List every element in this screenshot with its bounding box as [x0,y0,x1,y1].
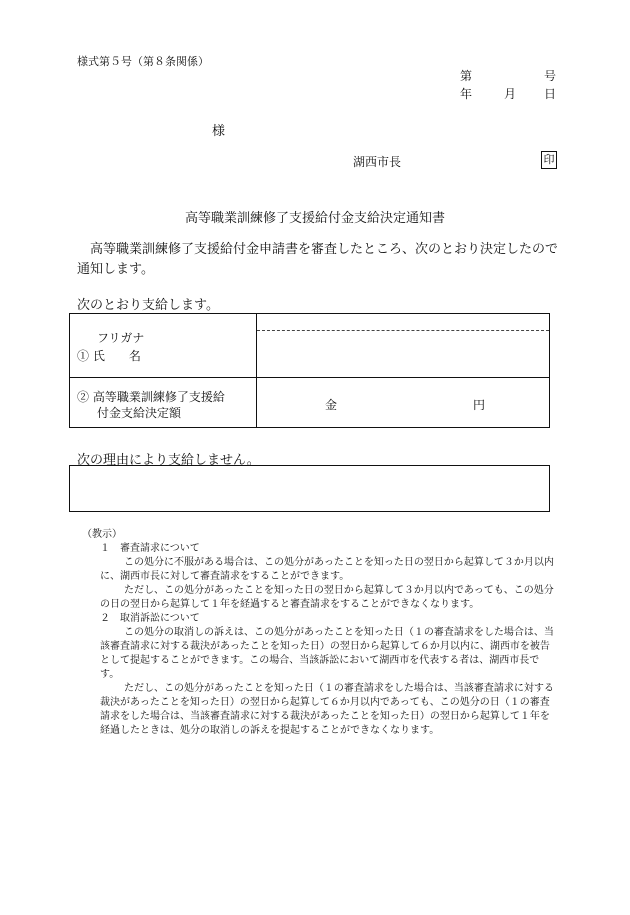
document-title: 高等職業訓練修了支援給付金支給決定通知書 [184,211,445,226]
name-label-cell [70,314,257,378]
furigana-label: フリガナ [97,331,145,345]
addressee-suffix: 様 [212,124,226,139]
date-year: 年 [460,87,473,101]
notes-heading: （教示） [82,529,122,540]
notes-item2-title: ２ 取消訴訟について [100,613,200,624]
issuer-name: 湖西市長 [353,155,402,169]
amount-prefix: 金 [325,398,338,412]
form-number: 様式第５号（第８条関係） [77,55,209,68]
section-pay-heading: 次のとおり支給します。 [77,298,219,313]
notes-item1-title: １ 審査請求について [100,543,200,554]
notes-item1-paragraph1: この処分に不服がある場合は、この処分があったことを知った日の翌日から起算して３か月以内に、湖西市長に対して審査請求をすることができます。 [100,557,554,582]
furigana-divider [257,330,549,331]
amount-label-cell [70,378,257,428]
date-day: 日 [544,87,557,101]
notes-item2-paragraph2: ただし、この処分があったことを知った日（１の審査請求をした場合は、当該審査請求に対する裁決があったことを知った日）の翌日から起算して６か月以内であっても、この処分の日（１の審査請求をした場合は、当該審査請求に対する裁決があったことを知った日）の翌日から起算して１年を経過したときは、処分の取消しの訴えを提起することができなくなります。 [100,683,554,736]
amount-label-line1: ② 高等職業訓練修了支援給 [77,390,225,404]
date-month: 月 [504,87,517,101]
name-value-cell [257,314,550,378]
decision-table [69,313,550,428]
name-label: ① 氏 名 [77,349,141,363]
section-nopay-heading: 次の理由により支給しません。 [77,453,260,468]
doc-no-go: 号 [544,69,557,83]
seal-mark: 印 [541,151,557,169]
notes-item2-paragraph1: この処分の取消しの訴えは、この処分があったことを知った日（１の審査請求をした場合は、当該審査請求に対する裁決があったことを知った日）の翌日から起算して６か月以内に、湖西市を被告として提起することができます。この場合、当該訴訟において湖西市を代表する者は、湖西市長です。 [100,627,554,680]
amount-value-cell [257,378,550,428]
notice-body: 高等職業訓練修了支援給付金申請書を審査したところ、次のとおり決定したので通知します。 [77,242,559,277]
amount-label-line2: 付金支給決定額 [97,406,182,420]
amount-unit: 円 [473,398,486,412]
notes-item1-paragraph2: ただし、この処分があったことを知った日の翌日から起算して３か月以内であっても、この処分の日の翌日から起算して１年を経過すると審査請求をすることができなくなります。 [100,585,554,610]
appeal-notes [80,528,558,738]
doc-no-dai: 第 [460,69,473,83]
reason-box [69,465,550,512]
